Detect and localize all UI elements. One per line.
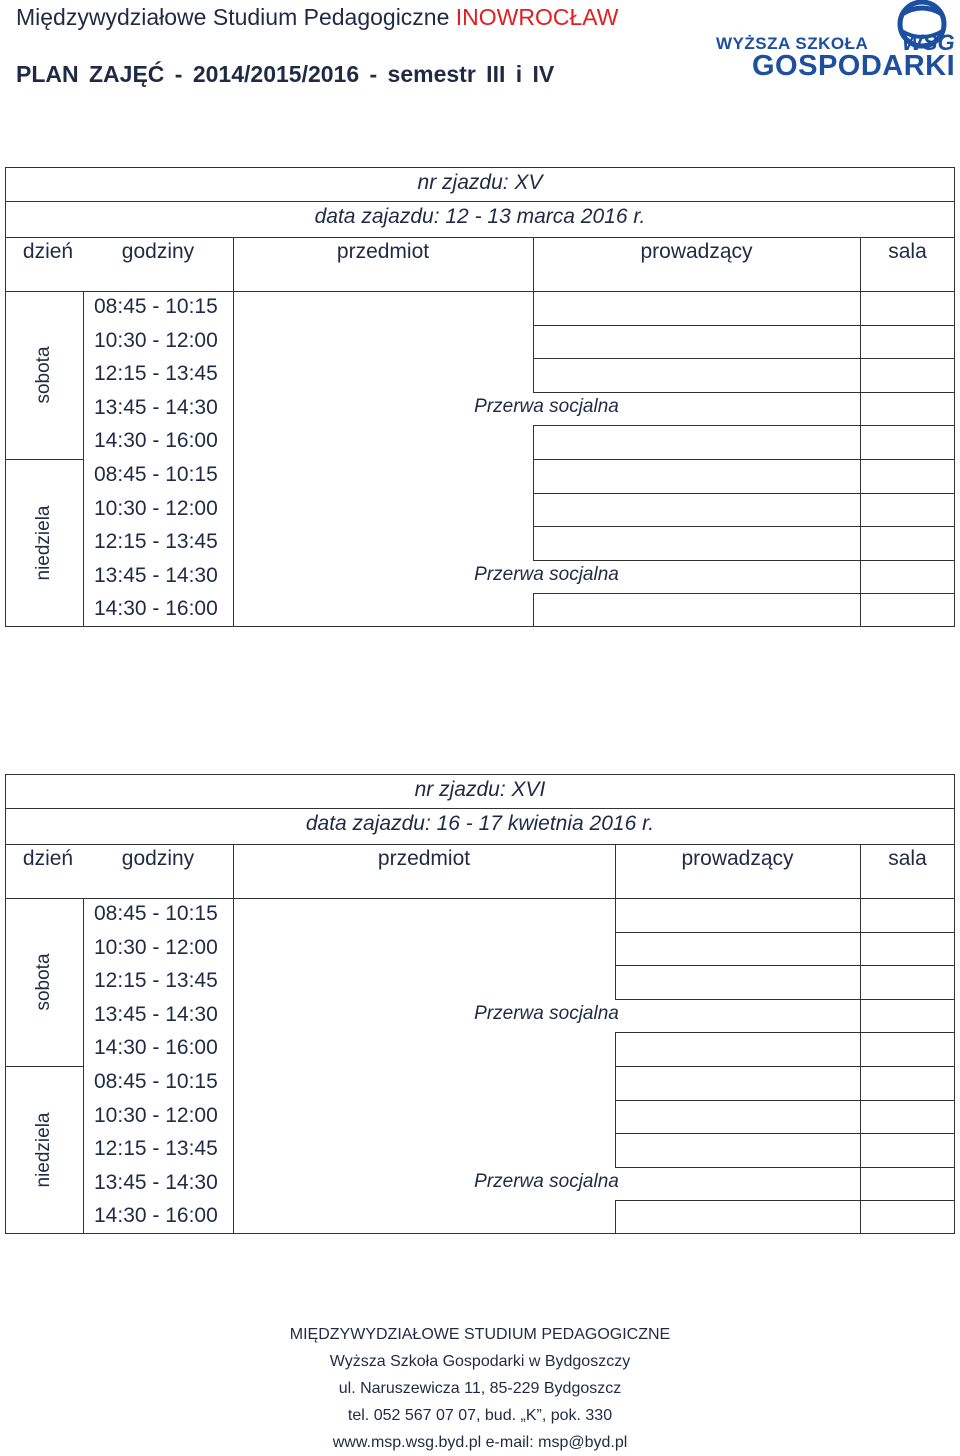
time-slot: 10:30 - 12:00 <box>94 1103 218 1127</box>
time-slot: 12:15 - 13:45 <box>94 362 218 386</box>
day-divider <box>5 1066 83 1067</box>
row-divider <box>615 1032 955 1033</box>
page-subtitle: PLAN ZAJĘĆ - 2014/2015/2016 - semestr III i IV <box>16 61 555 87</box>
header-col-line <box>615 844 616 898</box>
column-header-room: sala <box>888 847 927 870</box>
cell-col-line <box>860 1167 861 1201</box>
column-header-teacher: prowadzący <box>640 240 753 263</box>
column-header-teacher: prowadzący <box>681 847 794 870</box>
cell-col-line <box>615 1200 616 1234</box>
cell-col-line <box>533 291 534 325</box>
cell-col-line <box>860 526 861 560</box>
row-divider <box>615 932 955 933</box>
row-divider <box>533 358 955 359</box>
column-header-day: dzień <box>22 847 74 870</box>
session-number <box>415 778 546 802</box>
cell-col-line <box>860 392 861 426</box>
break-label: Przerwa socjalna <box>474 563 619 585</box>
cell-col-line <box>860 493 861 527</box>
session-number <box>418 171 543 195</box>
cell-col-line <box>533 358 534 392</box>
cell-col-line <box>533 459 534 493</box>
title-city: INOWROCŁAW <box>455 4 619 30</box>
row-divider <box>615 1133 955 1134</box>
header-divider <box>5 898 955 899</box>
cell-col-line <box>860 1200 861 1234</box>
break-label: Przerwa socjalna <box>474 1170 619 1192</box>
schedule-table <box>5 774 955 1234</box>
time-slot: 10:30 - 12:00 <box>94 328 218 352</box>
cell-col-line <box>860 1133 861 1167</box>
cell-col-line <box>860 1100 861 1134</box>
session-date <box>306 812 654 836</box>
time-slot: 14:30 - 16:00 <box>94 429 218 453</box>
day-label: niedziela <box>33 505 54 581</box>
cell-col-line <box>860 932 861 966</box>
header-col-line <box>233 844 234 898</box>
time-slot: 08:45 - 10:15 <box>94 295 218 318</box>
column-header-subject: przedmiot <box>336 240 430 263</box>
logo-mark: WSG <box>902 30 955 55</box>
header-divider <box>5 291 955 292</box>
time-slot: 12:15 - 13:45 <box>94 530 218 554</box>
day-label: sobota <box>33 953 54 1011</box>
body-col-line <box>83 898 84 1234</box>
time-slot: 08:45 - 10:15 <box>94 1070 218 1093</box>
row-divider <box>533 560 955 561</box>
cell-col-line <box>860 898 861 932</box>
cell-col-line <box>860 358 861 392</box>
column-header-hours: godziny <box>121 847 195 870</box>
row-divider <box>533 593 955 594</box>
time-slot: 14:30 - 16:00 <box>94 597 218 621</box>
cell-col-line <box>615 932 616 966</box>
wsg-logo <box>712 0 956 86</box>
time-slot: 13:45 - 14:30 <box>94 563 218 587</box>
header-col-line <box>533 237 534 291</box>
cell-col-line <box>860 593 861 627</box>
session-date <box>315 205 646 229</box>
row-divider <box>615 1066 955 1067</box>
row-divider <box>615 1100 955 1101</box>
session-date-label: data zajazdu: <box>305 812 437 835</box>
time-slot: 12:15 - 13:45 <box>94 969 218 993</box>
cell-col-line <box>533 325 534 359</box>
header-col-line <box>860 237 861 291</box>
row-divider <box>615 965 955 966</box>
cell-col-line <box>615 898 616 932</box>
session-number-value: XVI <box>511 778 546 801</box>
session-date-value: 12 - 13 marca 2016 r. <box>445 205 646 228</box>
session-number-label: nr zjazdu: <box>414 778 512 801</box>
time-slot: 13:45 - 14:30 <box>94 395 218 419</box>
wsg-globe-icon <box>872 0 956 56</box>
time-slot: 13:45 - 14:30 <box>94 1170 218 1194</box>
row-divider <box>533 392 955 393</box>
footer-line-4: tel. 052 567 07 07, bud. „K”, pok. 330 <box>347 1407 613 1424</box>
cell-col-line <box>860 291 861 325</box>
cell-col-line <box>615 965 616 999</box>
date-divider <box>5 237 955 238</box>
session-number-label: nr zjazdu: <box>417 171 515 194</box>
time-slot: 14:30 - 16:00 <box>94 1036 218 1060</box>
page-title <box>16 4 619 31</box>
cell-col-line <box>860 325 861 359</box>
time-slot: 08:45 - 10:15 <box>94 902 218 925</box>
header-col-line <box>860 844 861 898</box>
date-divider <box>5 844 955 845</box>
header-col-line <box>233 237 234 291</box>
day-label: niedziela <box>33 1112 54 1188</box>
title-main: Międzywydziałowe Studium Pedagogiczne <box>16 4 456 30</box>
cell-col-line <box>533 593 534 627</box>
row-divider <box>533 425 955 426</box>
footer-line-5: www.msp.wsg.byd.pl e-mail: msp@byd.pl <box>332 1434 628 1451</box>
session-number-value: XV <box>514 171 543 194</box>
day-label: sobota <box>33 346 54 404</box>
cell-col-line <box>860 1066 861 1100</box>
schedule-table <box>5 167 955 627</box>
cell-col-line <box>860 1032 861 1066</box>
title-divider <box>5 808 955 809</box>
time-slot: 08:45 - 10:15 <box>94 463 218 486</box>
cell-col-line <box>615 1066 616 1100</box>
cell-col-line <box>615 1100 616 1134</box>
cell-col-line <box>533 425 534 459</box>
time-slot: 10:30 - 12:00 <box>94 935 218 959</box>
logo-line-2: GOSPODARKI <box>752 50 956 82</box>
row-divider <box>533 493 955 494</box>
footer <box>0 1321 960 1456</box>
footer-line-2: Wyższa Szkoła Gospodarki w Bydgoszczy <box>329 1353 631 1370</box>
row-divider <box>533 325 955 326</box>
row-divider <box>615 1200 955 1201</box>
footer-line-3: ul. Naruszewicza 11, 85-229 Bydgoszcz <box>338 1380 622 1397</box>
cell-col-line <box>533 526 534 560</box>
cell-col-line <box>860 999 861 1033</box>
row-divider <box>533 526 955 527</box>
logo-line-1: WYŻSZA SZKOŁA <box>716 34 869 53</box>
session-date-label: data zajazdu: <box>314 205 446 228</box>
column-header-room: sala <box>888 240 927 263</box>
cell-col-line <box>615 1133 616 1167</box>
row-divider <box>615 1167 955 1168</box>
time-slot: 13:45 - 14:30 <box>94 1002 218 1026</box>
cell-col-line <box>860 459 861 493</box>
time-slot: 10:30 - 12:00 <box>94 496 218 520</box>
cell-col-line <box>860 560 861 594</box>
column-header-day: dzień <box>22 240 74 263</box>
cell-col-line <box>860 965 861 999</box>
break-label: Przerwa socjalna <box>474 1002 619 1024</box>
body-col-line <box>233 291 234 627</box>
time-slot: 14:30 - 16:00 <box>94 1204 218 1228</box>
row-divider <box>615 999 955 1000</box>
break-label: Przerwa socjalna <box>474 395 619 417</box>
session-date-value: 16 - 17 kwietnia 2016 r. <box>436 812 655 835</box>
body-col-line <box>233 898 234 1234</box>
cell-col-line <box>533 493 534 527</box>
time-slot: 12:15 - 13:45 <box>94 1137 218 1161</box>
title-divider <box>5 201 955 202</box>
day-divider <box>5 459 83 460</box>
body-col-line <box>83 291 84 627</box>
cell-col-line <box>860 425 861 459</box>
column-header-hours: godziny <box>121 240 195 263</box>
column-header-subject: przedmiot <box>377 847 471 870</box>
row-divider <box>533 459 955 460</box>
footer-line-1: MIĘDZYWYDZIAŁOWE STUDIUM PEDAGOGICZNE <box>289 1326 671 1343</box>
cell-col-line <box>615 1032 616 1066</box>
